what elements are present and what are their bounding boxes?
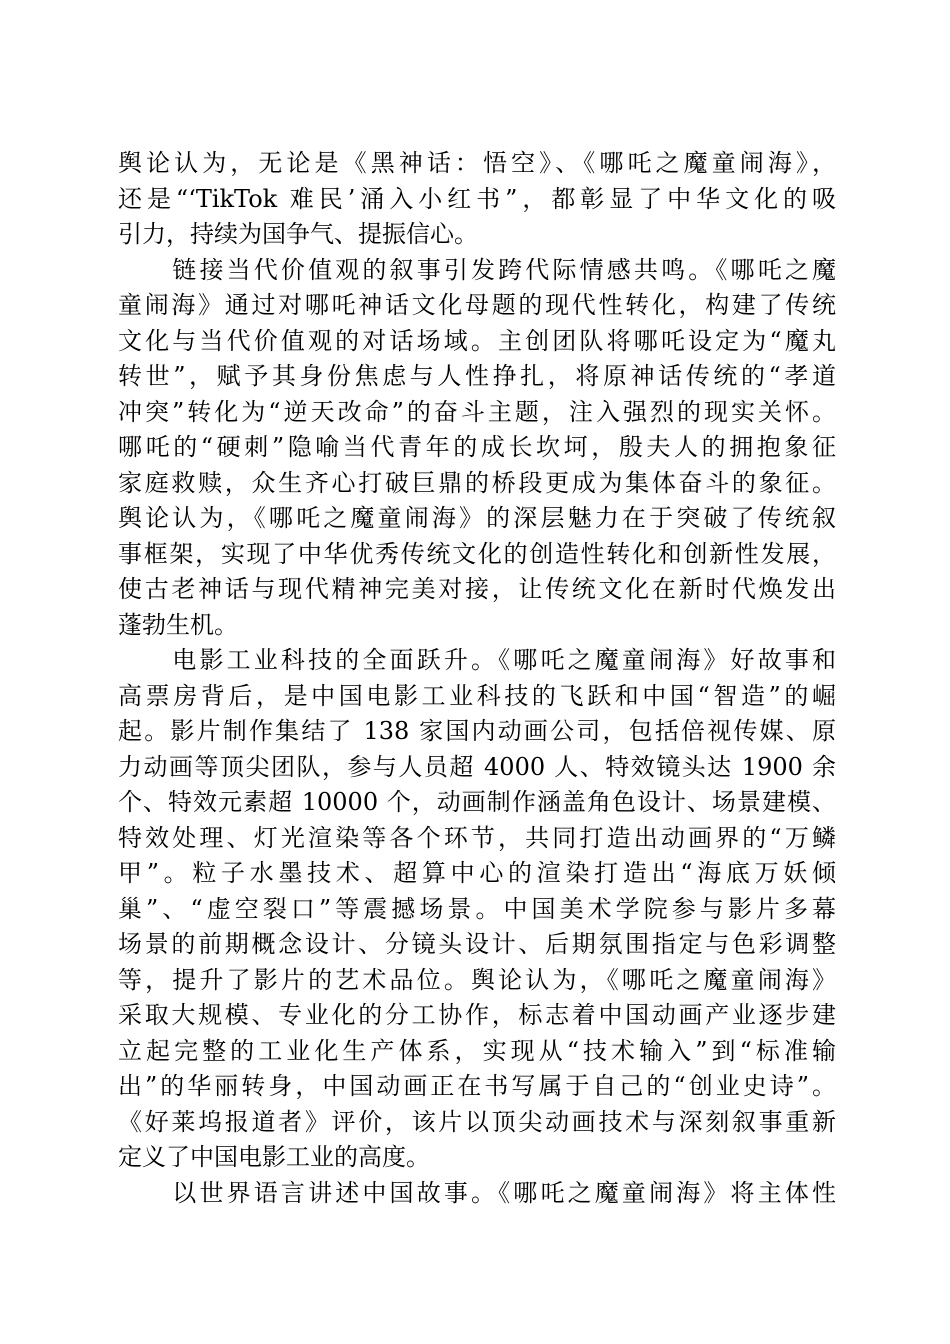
- text-line: 甲”。粒子水墨技术、超算中心的渲染打造出“海底万妖倾: [118, 859, 836, 887]
- text-line: 《好莱坞报道者》评价，该片以顶尖动画技术与深刻叙事重新: [118, 1107, 836, 1136]
- text-line: 冲突”转化为“逆天改命”的奋斗主题，注入强烈的现实关怀。: [118, 397, 836, 426]
- text-line: 起。影片制作集结了 138 家国内动画公司，包括倍视传媒、原: [118, 717, 836, 745]
- text-line: 还是“‘TikTok 难民’涌入小红书”，都彰显了中华文化的吸: [118, 184, 836, 213]
- text-line: 场景的前期概念设计、分镜头设计、后期氛围指定与色彩调整: [118, 930, 836, 958]
- text-line: 高票房背后，是中国电影工业科技的飞跃和中国“智造”的崛: [118, 681, 836, 710]
- text-line: 转世”，赋予其身份焦虑与人性挣扎，将原神话传统的“孝道: [118, 362, 836, 390]
- text-line: 家庭救赎，众生齐心打破巨鼎的桥段更成为集体奋斗的象征。: [118, 468, 836, 497]
- text-line: 舆论认为，《哪吒之魔童闹海》的深层魅力在于突破了传统叙: [118, 504, 836, 532]
- text-line: 巢”、“虚空裂口”等震撼场景。中国美术学院参与影片多幕: [118, 894, 836, 923]
- text-line: 采取大规模、专业化的分工协作，标志着中国动画产业逐步建: [118, 1001, 836, 1029]
- text-line: 个、特效元素超 10000 个，动画制作涵盖角色设计、场景建模、: [118, 788, 836, 816]
- paragraph-4: [118, 1176, 836, 1212]
- text-line: 舆论认为，无论是《黑神话：悟空》、《哪吒之魔童闹海》，: [118, 149, 836, 177]
- text-line: 蓬勃生机。: [118, 610, 238, 639]
- text-line: 等，提升了影片的艺术品位。舆论认为，《哪吒之魔童闹海》: [118, 965, 836, 994]
- text-line: 使古老神话与现代精神完美对接，让传统文化在新时代焕发出: [118, 575, 836, 603]
- text-line: 力动画等顶尖团队，参与人员超 4000 人、特效镜头达 1900 余: [118, 752, 836, 781]
- text-line: 以世界语言讲述中国故事。《哪吒之魔童闹海》将主体性: [118, 1178, 836, 1207]
- text-line: 事框架，实现了中华优秀传统文化的创造性转化和创新性发展，: [118, 539, 836, 568]
- text-line: 特效处理、灯光渲染等各个环节，共同打造出动画界的“万鳞: [118, 823, 836, 852]
- text-line: 出”的华丽转身，中国动画正在书写属于自己的“创业史诗”。: [118, 1072, 836, 1100]
- text-line: 哪吒的“硬刺”隐喻当代青年的成长坎坷，殷夫人的拥抱象征: [118, 433, 836, 461]
- text-line: 电影工业科技的全面跃升。《哪吒之魔童闹海》好故事和: [118, 646, 836, 674]
- paragraph-1: [118, 146, 836, 253]
- text-line: 引力，持续为国争气、提振信心。: [118, 220, 478, 248]
- paragraph-3: [118, 643, 836, 1176]
- text-line: 文化与当代价值观的对话场域。主创团队将哪吒设定为“魔丸: [118, 326, 836, 355]
- text-line: 童闹海》通过对哪吒神话文化母题的现代性转化，构建了传统: [118, 291, 836, 319]
- document-page: [118, 146, 836, 1211]
- text-line: 链接当代价值观的叙事引发跨代际情感共鸣。《哪吒之魔: [118, 255, 836, 284]
- text-line: 立起完整的工业化生产体系，实现从“技术输入”到“标准输: [118, 1036, 836, 1065]
- text-line: 定义了中国电影工业的高度。: [118, 1143, 430, 1171]
- paragraph-2: [118, 253, 836, 644]
